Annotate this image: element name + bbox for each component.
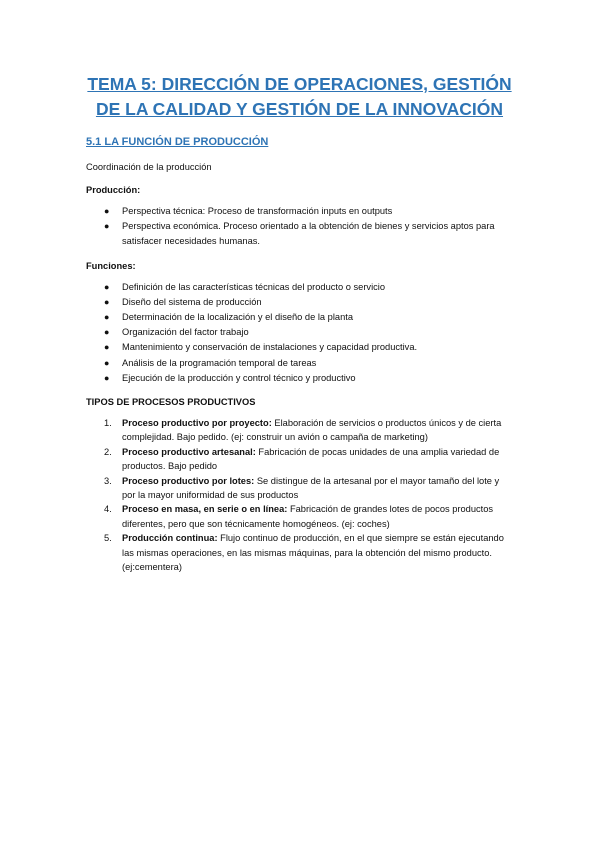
list-item: ● Perspectiva técnica: Proceso de transformación inputs en outputs: [86, 204, 513, 219]
list-item: ● Organización del factor trabajo: [86, 325, 513, 340]
bullet-icon: ●: [104, 312, 110, 323]
term: Producción continua:: [122, 533, 218, 544]
produccion-list: [86, 204, 513, 250]
produccion-label: Producción:: [86, 185, 141, 195]
list-item: ● Mantenimiento y conservación de instalaciones y capacidad productiva.: [86, 340, 513, 355]
list-number: 5.: [104, 533, 112, 544]
list-number: 1.: [104, 418, 112, 429]
list-number: 4.: [104, 504, 112, 515]
term: Proceso productivo por proyecto:: [122, 418, 272, 429]
title-line-1: TEMA 5: DIRECCIÓN DE OPERACIONES, GESTIÓN: [87, 74, 512, 94]
funciones-list: [86, 280, 513, 386]
term-description: Fabricación de grandes lotes de pocos productos diferentes, pero que son técnicamente homogéneos. (ej: coches): [122, 504, 494, 529]
list-item: [86, 445, 513, 474]
list-number: 2.: [104, 446, 112, 457]
list-item: ● Determinación de la localización y el diseño de la planta: [86, 310, 513, 325]
term: Proceso productivo artesanal:: [122, 446, 256, 457]
bullet-icon: ●: [104, 296, 110, 307]
term-description: Se distingue de la artesanal por el mayor tamaño del lote y por la mayor uniformidad de sus productos: [122, 475, 500, 501]
document-title: [86, 72, 513, 122]
funciones-label: Funciones:: [86, 260, 136, 271]
bullet-icon: ●: [104, 342, 110, 353]
list-item: [86, 502, 513, 531]
term-description: Elaboración de servicios o productos únicos y de cierta complejidad. Bajo pedido. (ej: construir un avión o campaña de marketing): [122, 418, 502, 443]
bullet-icon: ●: [104, 281, 110, 292]
list-item: ● Análisis de la programación temporal de tareas: [86, 356, 513, 371]
list-item: ● Diseño del sistema de producción: [86, 295, 513, 310]
list-item: [86, 416, 513, 445]
list-item: ● Definición de las características técnicas del producto o servicio: [86, 280, 513, 295]
term: Proceso en masa, en serie o en línea:: [122, 504, 288, 515]
bullet-icon: ●: [104, 372, 110, 383]
bullet-icon: ●: [104, 206, 110, 216]
tipos-list: [86, 416, 513, 574]
tipos-label: TIPOS DE PROCESOS PRODUCTIVOS: [86, 397, 256, 408]
term-description: Flujo continuo de producción, en el que siempre se están ejecutando las mismas operaciones, en las mismas máquinas, para la obtención del mismo producto. (ej:cementera): [122, 533, 504, 573]
list-item: [86, 531, 513, 574]
intro-text: Coordinación de la producción: [86, 162, 212, 172]
list-item: ● Ejecución de la producción y control técnico y productivo: [86, 371, 513, 386]
bullet-icon: ●: [104, 327, 110, 338]
section-heading: 5.1 LA FUNCIÓN DE PRODUCCIÓN: [86, 136, 269, 148]
term-description: Fabricación de pocas unidades de una amplia variedad de productos. Bajo pedido: [122, 446, 500, 472]
list-item: [86, 474, 513, 503]
bullet-icon: ●: [104, 357, 110, 368]
title-line-2: DE LA CALIDAD Y GESTIÓN DE LA INNOVACIÓN: [95, 99, 504, 119]
term: Proceso productivo por lotes:: [122, 475, 255, 486]
list-item: ● Perspectiva económica. Proceso orientado a la obtención de bienes y servicios aptos para satisfacer necesidades humanas.: [104, 221, 495, 247]
bullet-icon: ●: [104, 221, 110, 232]
list-number: 3.: [104, 475, 112, 486]
